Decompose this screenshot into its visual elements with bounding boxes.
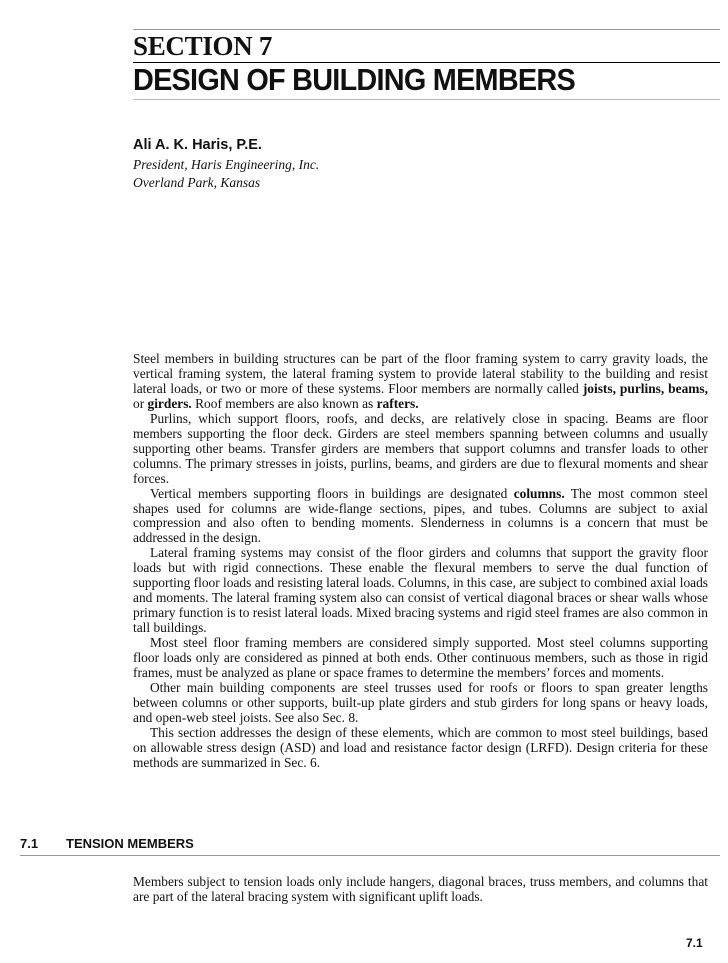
text: Steel members in building structures can be part of the floor framing system to carry gravity loads, the vertical framing system, the lateral framing system to provide lateral stability to the building and resist lateral loads, or two or more of these systems. Floor members are normally called <box>133 351 708 396</box>
term: columns. <box>513 485 565 501</box>
text: Vertical members supporting floors in buildings are designated <box>150 485 514 501</box>
page-number: 7.1 <box>686 936 703 950</box>
author-affiliation: President, Haris Engineering, Inc. <box>133 157 320 172</box>
term: rafters. <box>376 395 419 411</box>
section-number: 7.1 <box>20 836 39 851</box>
intro-text <box>133 352 708 771</box>
text: The most common steel shapes used for columns are wide-flange sections, pipes, and tubes. Columns are subject to axial compression and also often to bending moments. Slenderness in columns is a concern that must be addressed in the design. <box>133 485 708 546</box>
author-location: Overland Park, Kansas <box>133 175 261 190</box>
text: or <box>133 395 148 411</box>
paragraph: Purlins, which support floors, roofs, and decks, are relatively close in spacing. Beams are floor members supporting the floor deck. Girders are steel members spanning between columns and usually supporting other beams. Transfer girders are members that support columns and transfer loads to other columns. The primary stresses in joists, purlins, beams, and girders are due to flexural moments and shear forces. <box>133 410 708 486</box>
paragraph: Lateral framing systems may consist of the floor girders and columns that support the gravity floor loads but with rigid connections. These enable the flexural members to serve the dual function of supporting floor loads and resisting lateral loads. Columns, in this case, are subject to combined axial loads and moments. The lateral framing system also can consist of vertical diagonal braces or shear walls whose primary function is to resist lateral loads. Mixed bracing systems and rigid steel frames are also common in tall buildings. <box>133 545 708 636</box>
paragraph: Most steel floor framing members are considered simply supported. Most steel columns supporting floor loads only are considered as pinned at both ends. Other continuous members, such as those in rigid frames, must be analyzed as plane or space frames to determine the members’ forces and moments. <box>133 635 708 681</box>
section-title: TENSION MEMBERS <box>66 836 194 851</box>
title-bottom-rule <box>133 99 720 100</box>
paragraph: Other main building components are steel trusses used for roofs or floors to span greater lengths between columns or other supports, built-up plate girders and stub girders for long spans or heavy loads, and open-web steel joists. See also Sec. 8. <box>133 679 708 725</box>
chapter-title: DESIGN OF BUILDING MEMBERS <box>133 62 575 97</box>
term: joists, purlins, beams, <box>582 380 708 396</box>
author-name: Ali A. K. Haris, P.E. <box>133 137 262 153</box>
section-rule <box>20 855 720 856</box>
section-label: SECTION 7 <box>133 31 273 61</box>
section-text <box>133 875 708 905</box>
section-heading <box>20 836 194 851</box>
paragraph <box>133 352 708 412</box>
paragraph: Members subject to tension loads only include hangers, diagonal braces, truss members, and columns that are part of the lateral bracing system with significant uplift loads. <box>133 874 708 904</box>
paragraph <box>133 487 708 547</box>
term: girders. <box>147 395 192 411</box>
text: Roof members are also known as <box>191 395 377 411</box>
paragraph: This section addresses the design of these elements, which are common to most steel buildings, based on allowable stress design (ASD) and load and resistance factor design (LRFD). Design criteria for these methods are summarized in Sec. 6. <box>133 724 708 770</box>
top-rule <box>133 29 720 30</box>
